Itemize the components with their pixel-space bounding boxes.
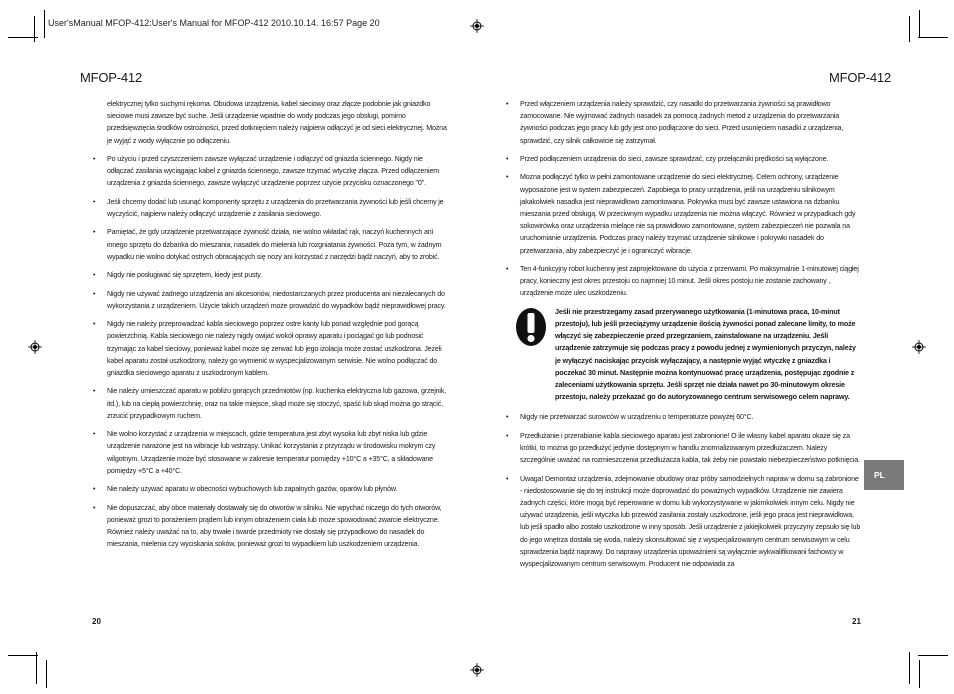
- list-item: • Nigdy nie przetwarzać surowców w urządzeniu o temperaturze powyżej 60°C.: [506, 413, 754, 422]
- registration-mark-icon: [912, 340, 926, 354]
- page-number-left: 20: [92, 617, 101, 626]
- registration-mark-icon: [470, 663, 484, 677]
- list-item: • Pamiętać, że gdy urządzenie przetwarzające żywność działa, nie wolno wkładać rąk, naczyń kuchennych ani innego sprzętu do dzbanka do mieszania, nasadek do mielenia lub rozgniatania żywności. Poza tym, w żadnym wypadku nie wolno dotykać ostrych obracających się nozy ani korzystać z narzędzi bądź naczyń, aby to zrobić.: [93, 228, 442, 261]
- page-title-right: MFOP-412: [829, 70, 891, 85]
- continuation-paragraph: elektrycznej tylko suchymi rękoma. Obudowa urządzenia, kabel sieciowy oraz złącze podobnie jak gniazdko sieciowe musi zawsze być suche. Jeśli urządzenie wpadnie do wody podczas jego obsługi, pomimo przedsięwzięcia środków ostrożności, przed dotknięciem należy najpierw odłączyć je od sieci elektrycznej. Można je wyjąć z wody wyłącznie po odłączeniu.: [107, 100, 447, 145]
- language-tab: PL: [864, 460, 904, 490]
- list-item: • Jeśli chcemy dodać lub usunąć komponenty sprzętu z urządzenia do przetwarzania żywności lub jeśli chcemy je wyczyścić, najpierw należy odłączyć urządzenie z zasilania sieciowego.: [93, 197, 444, 218]
- list-item: • Przed podłączeniem urządzenia do sieci, zawsze sprawdzać, czy przełączniki prędkości są wyłączone.: [506, 155, 829, 163]
- crop-mark: [918, 655, 948, 656]
- list-item: • Nie należy używać aparatu w obecności wybuchowych lub zapalnych gazów, oparów lub płynów.: [93, 485, 398, 494]
- crop-mark: [919, 10, 920, 38]
- crop-mark: [918, 37, 948, 38]
- list-item: • Nigdy nie używać żadnego urządzenia ani akcesoriów, niedostarczanych przez producenta ani niezalecanych do wykorzystania z urządzeniem. Użycie takich urządzeń może prowadzić do wypadków bądź nieprawidłowej pracy.: [93, 289, 446, 310]
- crop-mark: [44, 10, 45, 38]
- crop-mark: [919, 660, 920, 688]
- list-item: • Nie dopuszczać, aby obce materiały dostawały się do otworów w silniku. Nie wpychać niczego do tych otworów, ponieważ grozi to porażeniem prądem lub innym obrażeniem ciała lub może spowodować zwarcie elektryczne. Również należy uważać na to, aby trwałe i twarde przedmioty nie dostały się przypadkowo do nasadek do mieszania, mielenia czy wyciskania soków, ponieważ grozi to wypadkiem lub uszkodzeniem urządzenia.: [93, 503, 442, 549]
- list-item: • Nigdy nie należy przeprowadzać kabla sieciowego poprzez ostre kanty lub ponad względnie pod gorącą powierzchnią. Kabla sieciowego nie należy nigdy owijać wokół oprawy aparatu i pociągać go lub podnosić trzymając za kabel sieciowy, ponieważ kabel może się zerwać lub jego izolacja może zostać uszkodzona. Jeżeli kabel aparatu został uszkodzony, należy go wymienić w wyspecjalizowanym serwisie. Nie wolno podłączać do gniazdka sieciowego aparatu z uszkodzonym kablem.: [93, 320, 442, 377]
- warning-text: Jeśli nie przestrzegamy zasad przerywanego użytkowania (1-minutowa praca, 10-minut przestoju), lub jeśli przeciążymy urządzenie ilością żywności ponad zalecane limity, to może włączyć się zabezpieczenie przed przegrzaniem, zainstalowane na urządzeniu. Jeśli urządzenie zatrzymuje się podczas pracy z powodu jednej z wymienionych przyczyn, należy je wyłączyć naciskając przycisk wyłączający, a następnie wyjąć wtyczkę z gniazdka i poczekać 30 minut. Następnie można kontynuować pracę urządzenia, postępując zgodnie z zaleceniami użytkowania sprzętu. Jeśli sprzęt nie działa nawet po 30-minutowym okresie przestoju, należy przekazać go do autoryzowanego centrum serwisowego celem naprawy.: [555, 306, 856, 402]
- list-item: • Ten 4-funkcyjny robot kuchenny jest zaprojektowane do użycia z przerwami. Po maksymalnie 1-minutowej ciągłej pracy, konieczny jest okres przestoju co najmniej 10 minut. Jeśli okres postoju nie zostanie zachowany , urządzenie może ulec uszkodzeniu.: [506, 265, 859, 298]
- list-item: • Uwaga! Demontaż urządzenia, zdejmowanie obudowy oraz próby samodzielnych napraw w domu są zabronione - niedostosowanie się do tej instrukcji może doprowadzić do poważnych wypadków. Urządzenie nie zawiera żadnych części, które mogą być reperowane w domu lub wykorzystywane w jakimkolwiek innym celu. Nigdy nie używać urządzenia, jeśli wtyczka lub przewód zasilania zostały uszkodzone, jeśli jego praca jest nieprawidłowa, lub jeśli spadło albo zostało uszkodzone w inny sposób. Jeśli urządzenie z jakiejkolwiek przyczyny zepsuło się lub do jego wnętrza dostała się woda, należy skonsultować się z wyspecjalizowanym centrum serwisowym w celu sprawdzenia bądź naprawy. Do naprawy urządzenia upoważnieni są wyłącznie wykwalifikowani fachowcy w wyspecjalizowanym centrum serwisowym. Producent nie odpowiada za: [506, 474, 861, 569]
- list-item: • Nie wolno korzystać z urządzenia w miejscach, gdzie temperatura jest zbyt wysoka lub zbyt niska lub gdzie urządzenie narażone jest na wibracje lub wstrząsy. Unikać korzystania z przyrządu w środowisku mokrym czy wilgotnym. Urządzenie może być stosowane w zakresie temperatur pomiędzy +10°C a +35°C, a składowane pomiędzy +5°C a +40°C.: [93, 430, 436, 475]
- list-item: • Przedłużanie i przerabianie kabla sieciowego aparatu jest zabronione! O ile własny kabel aparatu okaże się za krótki, to można go przedłużyć jedynie dostępnym w handlu znormalizowanym przedłużaczem. Należy szczególnie uważać na rozmieszczenia przedłużacza kabla, tak żeby nie powstało niebezpieczeństwo potknięcia.: [506, 431, 860, 465]
- crop-mark: [36, 652, 37, 684]
- page-number-right: 21: [852, 617, 861, 626]
- file-header: User'sManual MFOP-412:User's Manual for MFOP-412 2010.10.14. 16:57 Page 20: [48, 18, 380, 28]
- list-item: • Mozna podłączyć tylko w pełni zamontowane urządzenie do sieci elektrycznej. Celem ochrony, urządzenie wyposażone jest w system zabezpieczeń. Zapobiega to pracy urządzenia, jeśli na urządzeniu silnikowym jakakolwiek nasadka jest nieprawidłowo zamontowana. Pokrywka musi być zawsze ustawiona na dzbanku mieszania przed obsługą. W przeciwnym wypadku urządzenia nie można włączyć. Również w przypadkach gdy sokowirówka oraz urządzenia mielące nie są prawidłowo zamontowane, system zabezpieczeń nie pozwala na uruchomianie urządzenia. Podczas pracy należy trzymać urządzenie silnikowe i pokrywki nasadek do przetwarzania, aby zabezpieczyć je i ograniczyć wibracje.: [506, 173, 856, 255]
- registration-mark-icon: [28, 340, 42, 354]
- list-item: • Przed włączeniem urządzenia należy sprawdzić, czy nasadki do przetwarzania żywności są prawidłowo zamocowane. Nie wyjmować żadnych nasadek za pomocą żadnych metod z urządzenia do przetwarzania żywności podczas jego pracy lub gdy jest ono podłączone do sieci. Przed usunięciem nasadki z urządzenia, sprawdzić, czy silnik całkowicie się zatrzymał.: [506, 100, 844, 145]
- crop-mark: [8, 655, 38, 656]
- warning-exclamation-icon: [515, 307, 547, 347]
- list-item: • Po użyciu i przed czyszczeniem zawsze wyłączać urządzenie i odłączyć od gniazda ściennego. Nigdy nie odłączać zasilania wyciągając kabel z gniazda ściennego, zawsze trzymać wtyczkę złącza. Przed odłączeniem urządzenia z gniazda ściennego, zawsze wyłączyć urządzenie poprzez użycie przycisku oznaczonego "0".: [93, 155, 440, 188]
- crop-mark: [909, 652, 910, 684]
- registration-mark-icon: [470, 19, 484, 33]
- page-title-left: MFOP-412: [80, 70, 142, 85]
- right-column: [506, 98, 862, 576]
- list-item: • Nigdy nie posługiwać się sprzętem, kiedy jest pusty.: [93, 271, 262, 280]
- left-column: [93, 98, 449, 557]
- crop-mark: [46, 660, 47, 688]
- list-item: • Nie należy umieszczać aparatu w pobliżu gorących przedmiotów (np. kuchenka elektryczna lub gazowa, grzejnik, itd.), lub na ciepłą powierzchnię, oraz na takie miejsce, skąd może się stoczyć, spaść lub skąd można go strącić, zrzucić przypadkowym ruchem.: [93, 387, 447, 420]
- crop-mark: [34, 16, 35, 42]
- warning-block: [555, 306, 862, 404]
- crop-mark: [909, 16, 910, 42]
